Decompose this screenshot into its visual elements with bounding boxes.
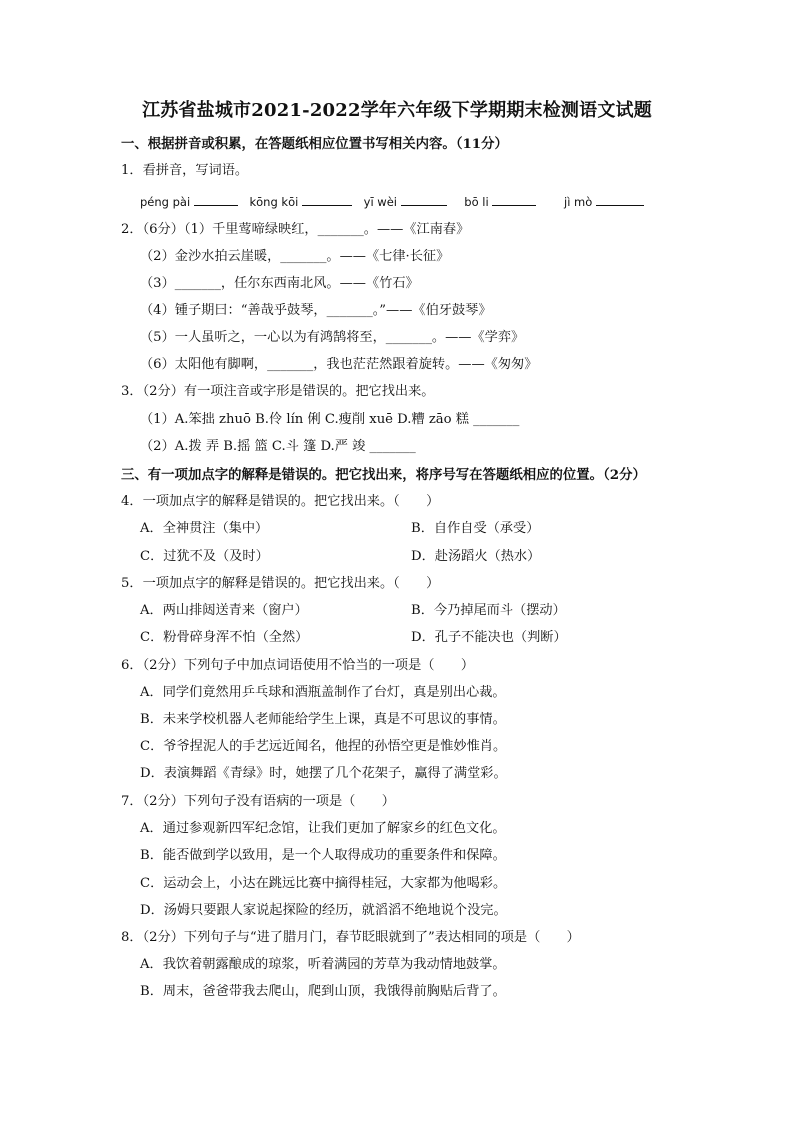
answer-blank bbox=[596, 192, 644, 206]
q4-option-b: B．自作自受（承受） bbox=[411, 521, 540, 536]
pinyin-5: jì mò bbox=[564, 195, 593, 209]
q7-stem: 7．（2分）下列句子没有语病的一项是（ ） bbox=[121, 794, 395, 809]
q5-option-a: A．两山排闼送青来（窗户） bbox=[140, 603, 308, 618]
q5-stem: 5．一项加点字的解释是错误的。把它找出来。（ ） bbox=[121, 576, 440, 591]
q4-option-d: D．赴汤蹈火（热水） bbox=[411, 549, 541, 564]
pinyin-1: péng pài bbox=[140, 195, 191, 209]
q1-pinyin-row bbox=[140, 192, 644, 211]
q2-line-3: （3）_______，任尔东西南北风。——《竹石》 bbox=[140, 276, 419, 291]
q3-line-1: （1）A.笨拙 zhuō B.伶 lín 俐 C.瘦削 xuē D.糟 zāo 糕 _______ bbox=[140, 412, 520, 427]
page-title: 江苏省盐城市2021-2022学年六年级下学期期末检测语文试题 bbox=[142, 100, 652, 121]
q4-option-a: A．全神贯注（集中） bbox=[140, 521, 269, 536]
section-1-heading: 一、根据拼音或积累，在答题纸相应位置书写相关内容。（11分） bbox=[121, 136, 508, 152]
q3-stem: 3．（2分）有一项注音或字形是错误的。把它找出来。 bbox=[121, 384, 435, 399]
q8-stem: 8．（2分）下列句子与“进了腊月门，春节眨眼就到了”表达相同的项是（ ） bbox=[121, 930, 580, 945]
q7-option-d: D．汤姆只要跟人家说起探险的经历，就滔滔不绝地说个没完。 bbox=[140, 903, 507, 918]
q1-stem: 1．看拼音，写词语。 bbox=[121, 163, 249, 178]
q7-option-a: A．通过参观新四军纪念馆，让我们更加了解家乡的红色文化。 bbox=[140, 821, 506, 836]
section-3-heading: 三、有一项加点字的解释是错误的。把它找出来，将序号写在答题纸相应的位置。（2分） bbox=[121, 467, 646, 483]
q2-line-5: （5）一人虽听之，一心以为有鸿鹄将至，_______。——《学弈》 bbox=[140, 330, 525, 345]
pinyin-2: kōng kōi bbox=[249, 195, 299, 209]
q7-option-c: C．运动会上，小达在跳远比赛中摘得桂冠，大家都为他喝彩。 bbox=[140, 876, 507, 891]
q5-option-c: C．粉骨碎身浑不怕（全然） bbox=[140, 630, 309, 645]
q6-option-b: B．未来学校机器人老师能给学生上课，真是不可思议的事情。 bbox=[140, 712, 506, 727]
q4-option-c: C．过犹不及（及时） bbox=[140, 549, 269, 564]
q8-option-a: A．我饮着朝露酿成的琼浆，听着满园的芳草为我动情地鼓掌。 bbox=[140, 957, 506, 972]
q6-stem: 6．（2分）下列句子中加点词语使用不恰当的一项是（ ） bbox=[121, 658, 475, 673]
answer-blank bbox=[194, 192, 238, 206]
q8-option-b: B．周末，爸爸带我去爬山，爬到山顶，我饿得前胸贴后背了。 bbox=[140, 984, 506, 999]
q5-option-d: D．孔子不能决也（判断） bbox=[411, 630, 567, 645]
pinyin-3: yī wèi bbox=[363, 195, 397, 209]
q3-line-2: （2）A.拨 弄 B.摇 篮 C.斗 篷 D.严 竣 _______ bbox=[140, 439, 416, 454]
pinyin-4: bō li bbox=[464, 195, 489, 209]
q5-option-b: B．今乃掉尾而斗（摆动） bbox=[411, 603, 566, 618]
q2-line-1: 2．（6分）（1）千里莺啼绿映红，_______。——《江南春》 bbox=[121, 222, 470, 237]
q6-option-d: D．表演舞蹈《青绿》时，她摆了几个花架子，赢得了满堂彩。 bbox=[140, 766, 507, 781]
answer-blank bbox=[302, 192, 352, 206]
q2-line-2: （2）金沙水拍云崖暖，_______。——《七律·长征》 bbox=[140, 249, 450, 264]
q2-line-6: （6）太阳他有脚啊，_______，我也茫茫然跟着旋转。——《匆匆》 bbox=[140, 357, 538, 372]
q2-line-4: （4）锺子期曰：“善哉乎鼓琴，_______。”——《伯牙鼓琴》 bbox=[140, 303, 492, 318]
q7-option-b: B．能否做到学以致用，是一个人取得成功的重要条件和保障。 bbox=[140, 848, 506, 863]
q6-option-a: A．同学们竟然用乒乓球和酒瓶盖制作了台灯，真是别出心裁。 bbox=[140, 685, 506, 700]
q4-stem: 4．一项加点字的解释是错误的。把它找出来。（ ） bbox=[121, 494, 440, 509]
answer-blank bbox=[492, 192, 536, 206]
q6-option-c: C．爷爷捏泥人的手艺远近闻名，他捏的孙悟空更是惟妙惟肖。 bbox=[140, 739, 507, 754]
answer-blank bbox=[401, 192, 447, 206]
